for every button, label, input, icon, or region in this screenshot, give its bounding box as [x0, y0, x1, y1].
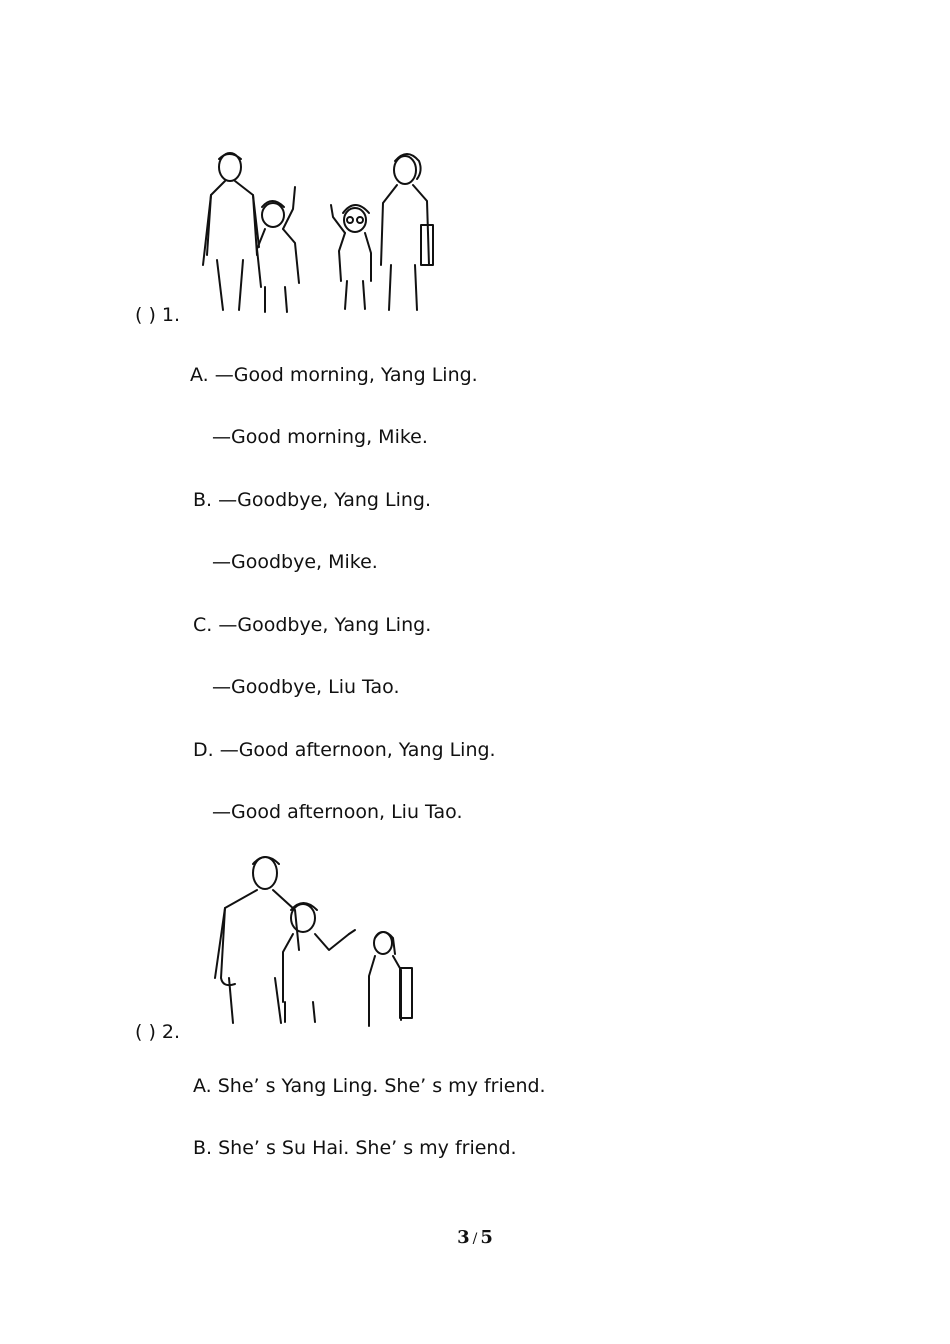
q1-option-b-line2: —Goodbye, Mike.: [212, 551, 378, 573]
q2-option-a: A. She’ s Yang Ling. She’ s my friend.: [193, 1075, 546, 1097]
page-number: [0, 1227, 950, 1248]
question-1-illustration: [195, 145, 445, 315]
q1-option-d-line2: —Good afternoon, Liu Tao.: [212, 801, 463, 823]
question-2-illustration: [205, 848, 435, 1033]
question-2-number: ( ) 2.: [135, 1021, 181, 1043]
question-1-number: ( ) 1.: [135, 304, 181, 326]
q1-option-a-line2: —Good morning, Mike.: [212, 426, 428, 448]
q1-option-a-line1: A. —Good morning, Yang Ling.: [190, 364, 478, 386]
q1-option-c-line2: —Goodbye, Liu Tao.: [212, 676, 400, 698]
q2-option-b: B. She’ s Su Hai. She’ s my friend.: [193, 1137, 517, 1159]
page-separator: /: [472, 1231, 478, 1247]
page-current: 3: [457, 1227, 470, 1248]
q1-option-b-line1: B. —Goodbye, Yang Ling.: [193, 489, 432, 511]
q1-option-c-line1: C. —Goodbye, Yang Ling.: [193, 614, 432, 636]
q1-option-d-line1: D. —Good afternoon, Yang Ling.: [193, 739, 496, 761]
page-total: 5: [480, 1227, 493, 1248]
